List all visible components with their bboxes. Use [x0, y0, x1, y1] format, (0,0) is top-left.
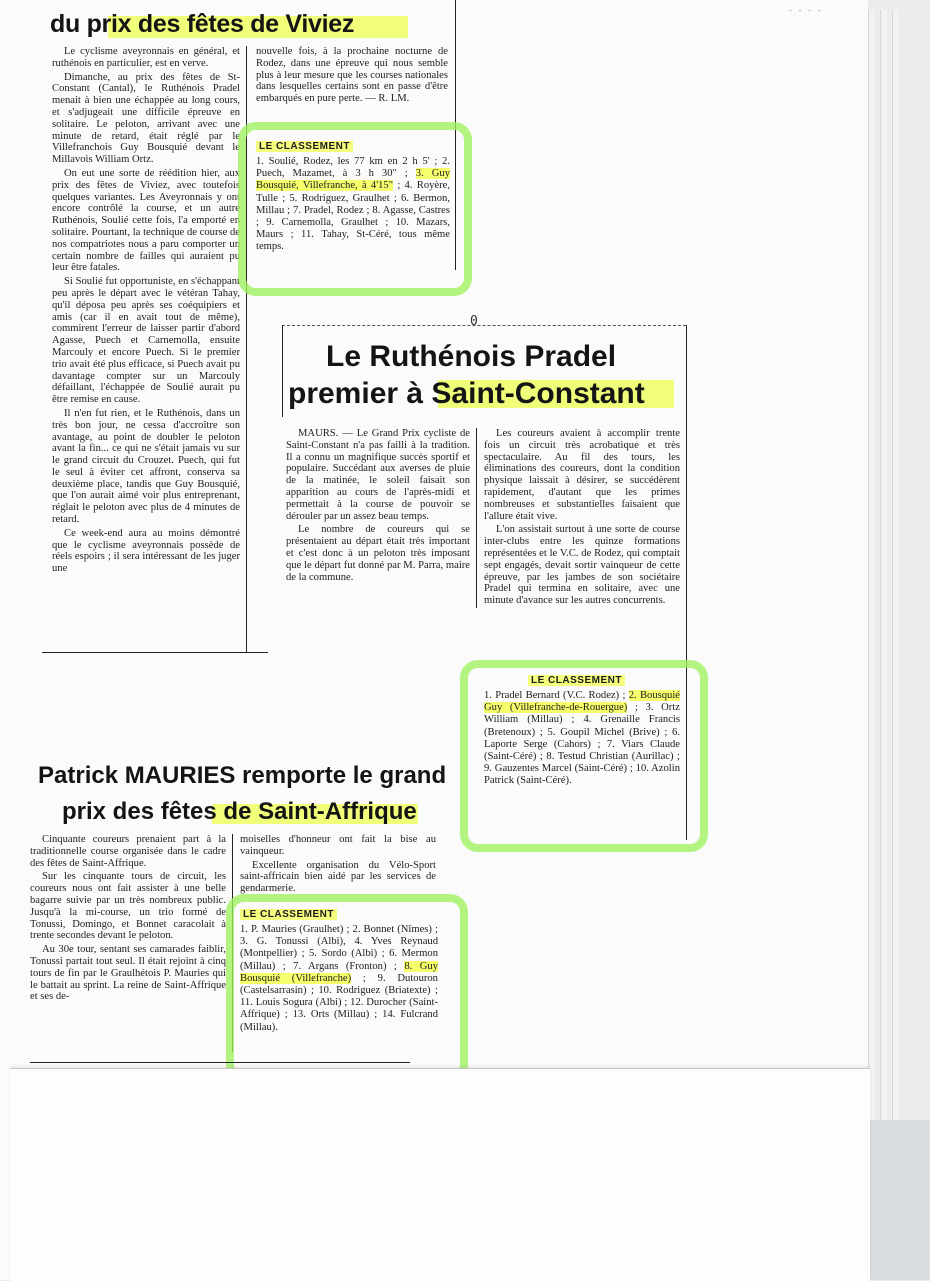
scanner-background [868, 1120, 930, 1280]
saint-constant-headline-line-2: premier à Saint-Constant [288, 377, 645, 410]
paragraph: L'on assistait surtout à une sorte de course inter-clubs entre les quinze formations représentées et le V.C. de Rodez, qui comptait sept engagés, devait sortir vainqueur de cette épreuve, par les jambes de son sociétaire Pradel qui termina en solitaire, avec une minute d'avance sur les autres concurrents. [484, 524, 680, 607]
highlighted-place: de Saint-Affrique [223, 798, 417, 825]
column-rule [246, 46, 247, 652]
saint-constant-headline-line-1: Le Ruthénois Pradel [326, 340, 617, 373]
classement-label: LE CLASSEMENT [240, 909, 337, 920]
classement-results: 1. P. Mauries (Graulhet) ; 2. Bonnet (Nîmes) ; 3. G. Tonussi (Albi), 4. Yves Reynaud (Montpellier) ; 5. Sordo (Albi) ; 6. Mermon (Millau) ; 7. Argans (Fronton) ; 8. Guy Bousquié (Villefranche) ; 9. Dutouron (Castelsarrasin) ; 10. Rodriguez (Briatexte) ; 11. Louis Sogura (Albi) ; 12. Durocher (Saint-Affrique) ; 13. Orts (Millau) ; 14. Fulcrand (Millau). [240, 924, 438, 1033]
paragraph: moiselles d'honneur ont fait la bise au vainqueur. [240, 834, 436, 857]
column-rule [30, 1062, 410, 1063]
box-border-right [686, 325, 687, 840]
box-border-left [282, 325, 283, 417]
classement-label: LE CLASSEMENT [528, 675, 625, 686]
saint-constant-classement [484, 668, 680, 788]
highlighted-rank: 3. Guy Bousquié, Villefranche, à 4'15" [256, 168, 450, 192]
paragraph: Les coureurs avaient à accomplir trente fois un circuit très acrobatique et très spectaculaire. Au fil des tours, les éliminations des coureurs, dont la condition physique laissait à désirer, se succédèrent rapidement, d'autant que les primes nombreuses et substantielles faisaient que l'allure était vive. [484, 428, 680, 522]
column-rule [42, 652, 268, 653]
highlighted-place: Saint-Constant [431, 377, 645, 410]
column-rule [476, 428, 477, 608]
paragraph: Il n'en fut rien, et le Ruthénois, dans un très bon jour, ne cessa d'accroître son avantage, au point de doubler le peloton avant la fin... ce qui ne s'était jamais vu sur le grand circuit du Crouzet. Puech, qui fut le seul à éviter cet affront, conserva sa deuxième place, tandis que Guy Bousquié, que l'on aurait aimé voir plus entreprenant, réglait le peloton avec plus de 4 minutes de retard. [52, 407, 240, 526]
paragraph: Ce week-end aura au moins démontré que le cyclisme aveyronnais possède de réels espoirs ; il sera intéressant de les juger une [52, 527, 240, 575]
page-edge [892, 10, 899, 1120]
classement-label: LE CLASSEMENT [256, 141, 353, 152]
classement-results: 1. Soulié, Rodez, les 77 km en 2 h 5' ; 2. Puech, Mazamet, à 3 h 30" ; 3. Guy Bousquié, Villefranche, à 4'15" ; 4. Royère, Tulle ; 5. Rodriguez, Graulhet ; 6. Bermon, Millau ; 7. Pradel, Rodez ; 8. Agasse, Castres ; 9. Carnemolla, Graulhet ; 10. Mazars, Maurs ; 11. Tahay, St-Céré, tous même temps. [256, 156, 450, 253]
saint-affrique-column-1 [30, 834, 226, 1005]
viviez-classement [256, 134, 450, 254]
saint-constant-column-1 [286, 428, 470, 585]
viviez-headline: du prix des fêtes de Viviez [50, 10, 355, 38]
paragraph: Au 30e tour, sentant ses camarades faiblir, Tonussi partait tout seul. Il était rejoint à cinq tours de fin par le Graulhétois P. Mauries qui le battait au sprint. La reine de Saint-Affrique et ses de- [30, 944, 226, 1003]
saint-affrique-classement [240, 902, 438, 1034]
highlighted-rank: 2. Bousquié Guy (Villefranche-de-Rouergue) [484, 690, 680, 714]
paragraph: MAURS. — Le Grand Prix cycliste de Saint-Constant n'a pas failli à la tradition. Il a connu un magnifique succès sportif et populaire. Succédant aux averses de pluie de la matinée, le soleil faisait son apparition au cours de l'après-midi et permettait à la course de pouvoir se dérouler par un assez beau temps. [286, 428, 470, 522]
saint-affrique-headline-line-2: prix des fêtes de Saint-Affrique [62, 798, 417, 825]
paragraph: Le cyclisme aveyronnais en général, et ruthénois en particulier, est en verve. [52, 46, 240, 69]
classement-results: 1. Pradel Bernard (V.C. Rodez) ; 2. Bousquié Guy (Villefranche-de-Rouergue) ; 3. Ortz William (Millau) ; 4. Grenaille Francis (Bretenoux) ; 5. Goupil Michel (Brive) ; 6. Laporte Serge (Cahors) ; 7. Viars Claude (Saint-Céré) ; 8. Testud Christian (Aurillac) ; 9. Gauzentes Marcel (Saint-Céré) ; 10. Azolin Patrick (Saint-Céré). [484, 690, 680, 787]
page-edge [880, 10, 887, 1120]
paragraph: Dimanche, au prix des fêtes de St-Constant (Cantal), le Ruthénois Pradel menait à bien une échappée au long cours, et s'adjugeait une difficile épreuve en solitaire. Le peloton, arrivant avec une minute de retard, était réglé par le Villefranchois Guy Bousquié devant le Millavois William Ortz. [52, 71, 240, 166]
paragraph: On eut une sorte de réédition hier, aux prix des fêtes de Viviez, avec toutefois quelques variantes. Les Aveyronnais y ont encore contrôlé la course, et un autre Ruthénois, Soulié cette fois, l'a emporté en solitaire. Pourtant, la technique de course de nos compatriotes nous a paru comporter un certain nombre de failles qui auraient pu leur être fatales. [52, 167, 240, 274]
saint-affrique-column-2 [240, 834, 436, 897]
column-rule [232, 834, 233, 1052]
highlighted-rank: 8. Guy Bousquié (Villefranche) [240, 960, 438, 984]
paragraph: Sur les cinquante tours de circuit, les coureurs nous ont fait assister à une belle bagarre suivie par un très nombreux public. Jusqu'à la mi-course, un trio formé de Tonussi, Domingo, et Bonnet caracolait à trente secondes devant le peloton. [30, 871, 226, 942]
page-mark: 0 [470, 314, 478, 329]
box-border-top [282, 325, 686, 326]
paragraph: nouvelle fois, à la prochaine nocturne de Rodez, dans une épreuve qui nous semble plus à leur mesure que les courses nationales dans lesquelles certains sont en passe d'être embarqués en pure perte. — R. LM. [256, 46, 448, 105]
page-edge [868, 10, 875, 1120]
viviez-column-1 [52, 46, 240, 577]
saint-constant-column-2 [484, 428, 680, 609]
saint-affrique-headline-line-1: Patrick MAURIES remporte le grand [38, 762, 447, 789]
column-rule [455, 0, 456, 270]
paragraph: Le nombre de coureurs qui se présentaient au départ était très important et c'est donc à un peloton très imposant que le départ fut donné par M. Parra, maire de la commune. [286, 524, 470, 583]
folded-paper-edge [10, 1068, 870, 1281]
paragraph: Si Soulié fut opportuniste, en s'échappant peu après le départ avec le vétéran Tahay, qu'il déposa peu après ses coéquipiers et amis (car il en avait tout de même), commirent l'erreur de laisser partir d'abord Agasse, Puech et Carnemolla, ensuite Marcouly et encore Puech. Si le premier trio avait été plus efficace, si Puech avait pu davantage compter sur un Marcouly défaillant, l'échappée de Soulié aurait pu être remise en cause. [52, 276, 240, 406]
corner-mark: - - - - [788, 6, 822, 15]
paragraph: Excellente organisation du Vélo-Sport saint-affricain bien aidé par les services de gendarmerie. [240, 859, 436, 895]
viviez-column-2 [256, 46, 448, 107]
paragraph: Cinquante coureurs prenaient part à la traditionnelle course organisée dans le cadre des fêtes de Saint-Affrique. [30, 834, 226, 869]
